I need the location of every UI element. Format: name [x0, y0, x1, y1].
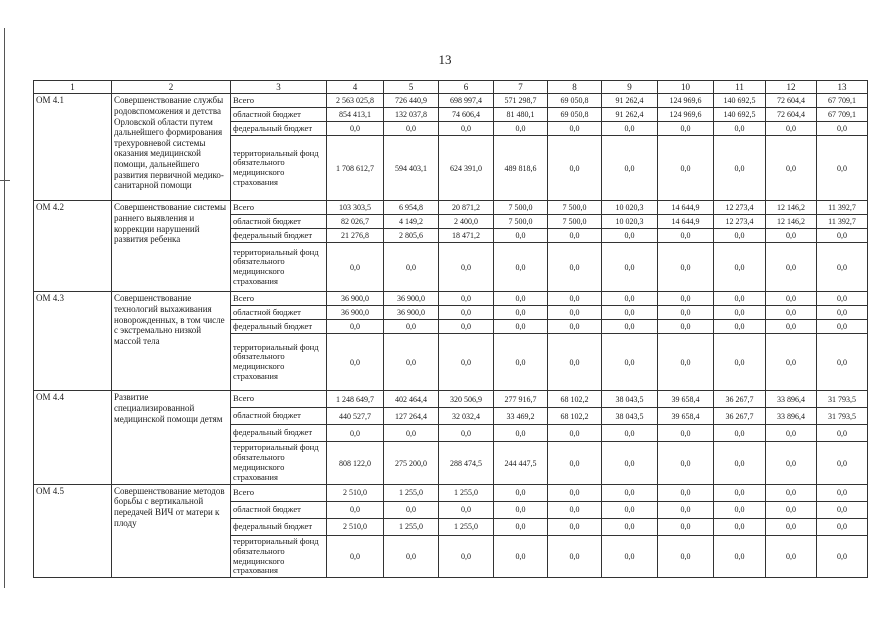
- amount-cell: 0,0: [602, 122, 658, 136]
- funding-source: территориальный фонд обязательного медицинского страхования: [231, 535, 327, 578]
- amount-cell: 0,0: [817, 306, 868, 320]
- amount-cell: 0,0: [327, 535, 384, 578]
- amount-cell: 0,0: [817, 518, 868, 535]
- amount-cell: 4 149,2: [384, 215, 439, 229]
- amount-cell: 0,0: [817, 425, 868, 442]
- amount-cell: 0,0: [602, 136, 658, 201]
- amount-cell: 0,0: [439, 334, 494, 391]
- amount-cell: 0,0: [548, 518, 602, 535]
- amount-cell: 39 658,4: [658, 391, 714, 408]
- amount-cell: 0,0: [548, 122, 602, 136]
- amount-cell: 0,0: [817, 334, 868, 391]
- amount-cell: 0,0: [494, 229, 548, 243]
- header-cell: 9: [602, 81, 658, 94]
- amount-cell: 81 480,1: [494, 108, 548, 122]
- table-header: [34, 81, 868, 94]
- amount-cell: 38 043,5: [602, 408, 658, 425]
- amount-cell: 854 413,1: [327, 108, 384, 122]
- amount-cell: 698 997,4: [439, 94, 494, 108]
- amount-cell: 33 896,4: [766, 391, 817, 408]
- table-body: [34, 94, 868, 578]
- amount-cell: 808 122,0: [327, 442, 384, 485]
- amount-cell: 0,0: [384, 334, 439, 391]
- amount-cell: 0,0: [714, 518, 766, 535]
- funding-source: территориальный фонд обязательного медицинского страхования: [231, 334, 327, 391]
- amount-cell: 0,0: [602, 334, 658, 391]
- amount-cell: 0,0: [548, 442, 602, 485]
- funding-source: Всего: [231, 292, 327, 306]
- measure-description: Совершенствование технологий выхаживания новорожденных, в том числе с экстремально низкой массой тела: [112, 292, 231, 391]
- funding-source: территориальный фонд обязательного медицинского страхования: [231, 442, 327, 485]
- amount-cell: 0,0: [494, 535, 548, 578]
- amount-cell: 0,0: [439, 122, 494, 136]
- amount-cell: 320 506,9: [439, 391, 494, 408]
- header-cell: 10: [658, 81, 714, 94]
- amount-cell: 91 262,4: [602, 94, 658, 108]
- amount-cell: 32 032,4: [439, 408, 494, 425]
- measure-description: Совершенствование службы родовспоможения и детства Орловской области путем дальнейшего формирования трехуровневой системы оказания медицинской помощи, дальнейшего развития первичной медико-санитарной помощи: [112, 94, 231, 201]
- amount-cell: 0,0: [817, 229, 868, 243]
- funding-source: областной бюджет: [231, 108, 327, 122]
- amount-cell: 69 050,8: [548, 94, 602, 108]
- amount-cell: 127 264,4: [384, 408, 439, 425]
- amount-cell: 0,0: [658, 334, 714, 391]
- amount-cell: 14 644,9: [658, 201, 714, 215]
- amount-cell: 402 464,4: [384, 391, 439, 408]
- amount-cell: 277 916,7: [494, 391, 548, 408]
- funding-source: федеральный бюджет: [231, 320, 327, 334]
- amount-cell: 0,0: [714, 425, 766, 442]
- amount-cell: 0,0: [817, 535, 868, 578]
- table-row: [34, 94, 868, 108]
- amount-cell: 1 255,0: [384, 484, 439, 501]
- amount-cell: 68 102,2: [548, 391, 602, 408]
- amount-cell: 91 262,4: [602, 108, 658, 122]
- header-cell: 12: [766, 81, 817, 94]
- amount-cell: 36 900,0: [384, 292, 439, 306]
- amount-cell: 0,0: [494, 425, 548, 442]
- amount-cell: 69 050,8: [548, 108, 602, 122]
- amount-cell: 36 267,7: [714, 391, 766, 408]
- amount-cell: 0,0: [766, 334, 817, 391]
- amount-cell: 0,0: [658, 518, 714, 535]
- amount-cell: 0,0: [714, 442, 766, 485]
- amount-cell: 0,0: [327, 122, 384, 136]
- amount-cell: 0,0: [439, 243, 494, 292]
- measure-code: ОМ 4.5: [34, 484, 112, 578]
- amount-cell: 140 692,5: [714, 94, 766, 108]
- amount-cell: 0,0: [658, 243, 714, 292]
- amount-cell: 489 818,6: [494, 136, 548, 201]
- header-cell: 11: [714, 81, 766, 94]
- amount-cell: 6 954,8: [384, 201, 439, 215]
- amount-cell: 0,0: [327, 425, 384, 442]
- header-cell: 13: [817, 81, 868, 94]
- amount-cell: 0,0: [494, 292, 548, 306]
- header-cell: 6: [439, 81, 494, 94]
- amount-cell: 10 020,3: [602, 201, 658, 215]
- amount-cell: 124 969,6: [658, 108, 714, 122]
- funding-source: Всего: [231, 484, 327, 501]
- amount-cell: 0,0: [766, 535, 817, 578]
- funding-source: областной бюджет: [231, 408, 327, 425]
- amount-cell: 0,0: [658, 136, 714, 201]
- amount-cell: 0,0: [658, 535, 714, 578]
- amount-cell: 0,0: [658, 501, 714, 518]
- amount-cell: 1 248 649,7: [327, 391, 384, 408]
- amount-cell: 288 474,5: [439, 442, 494, 485]
- amount-cell: 0,0: [384, 243, 439, 292]
- amount-cell: 0,0: [658, 229, 714, 243]
- amount-cell: 0,0: [766, 136, 817, 201]
- measure-code: ОМ 4.4: [34, 391, 112, 485]
- amount-cell: 0,0: [602, 535, 658, 578]
- amount-cell: 1 255,0: [384, 518, 439, 535]
- amount-cell: 244 447,5: [494, 442, 548, 485]
- amount-cell: 0,0: [602, 320, 658, 334]
- amount-cell: 0,0: [817, 442, 868, 485]
- amount-cell: 0,0: [714, 136, 766, 201]
- amount-cell: 440 527,7: [327, 408, 384, 425]
- amount-cell: 0,0: [384, 320, 439, 334]
- funding-source: территориальный фонд обязательного медицинского страхования: [231, 136, 327, 201]
- header-cell: 1: [34, 81, 112, 94]
- amount-cell: 0,0: [766, 442, 817, 485]
- amount-cell: 0,0: [494, 306, 548, 320]
- amount-cell: 39 658,4: [658, 408, 714, 425]
- measure-code: ОМ 4.2: [34, 201, 112, 292]
- amount-cell: 33 896,4: [766, 408, 817, 425]
- funding-source: областной бюджет: [231, 306, 327, 320]
- amount-cell: 0,0: [766, 229, 817, 243]
- amount-cell: 0,0: [714, 292, 766, 306]
- amount-cell: 0,0: [548, 243, 602, 292]
- amount-cell: 0,0: [766, 320, 817, 334]
- amount-cell: 0,0: [658, 425, 714, 442]
- amount-cell: 0,0: [714, 484, 766, 501]
- table-row: [34, 201, 868, 215]
- amount-cell: 0,0: [548, 136, 602, 201]
- amount-cell: 72 604,4: [766, 108, 817, 122]
- amount-cell: 82 026,7: [327, 215, 384, 229]
- amount-cell: 2 510,0: [327, 484, 384, 501]
- amount-cell: 0,0: [714, 306, 766, 320]
- amount-cell: 36 900,0: [384, 306, 439, 320]
- amount-cell: 10 020,3: [602, 215, 658, 229]
- amount-cell: 11 392,7: [817, 201, 868, 215]
- amount-cell: 0,0: [817, 292, 868, 306]
- amount-cell: 0,0: [494, 122, 548, 136]
- amount-cell: 7 500,0: [494, 215, 548, 229]
- amount-cell: 0,0: [548, 484, 602, 501]
- header-cell: 8: [548, 81, 602, 94]
- amount-cell: 0,0: [602, 518, 658, 535]
- amount-cell: 38 043,5: [602, 391, 658, 408]
- amount-cell: 0,0: [439, 535, 494, 578]
- amount-cell: 132 037,8: [384, 108, 439, 122]
- funding-source: областной бюджет: [231, 501, 327, 518]
- amount-cell: 0,0: [384, 501, 439, 518]
- amount-cell: 0,0: [439, 501, 494, 518]
- amount-cell: 0,0: [766, 306, 817, 320]
- amount-cell: 0,0: [439, 320, 494, 334]
- amount-cell: 18 471,2: [439, 229, 494, 243]
- header-cell: 5: [384, 81, 439, 94]
- amount-cell: 0,0: [439, 306, 494, 320]
- amount-cell: 726 440,9: [384, 94, 439, 108]
- amount-cell: 0,0: [439, 292, 494, 306]
- amount-cell: 0,0: [602, 501, 658, 518]
- amount-cell: 0,0: [714, 334, 766, 391]
- amount-cell: 0,0: [548, 320, 602, 334]
- amount-cell: 0,0: [714, 320, 766, 334]
- amount-cell: 0,0: [602, 425, 658, 442]
- amount-cell: 0,0: [602, 484, 658, 501]
- funding-source: Всего: [231, 94, 327, 108]
- amount-cell: 0,0: [766, 518, 817, 535]
- amount-cell: 0,0: [494, 334, 548, 391]
- amount-cell: 140 692,5: [714, 108, 766, 122]
- amount-cell: 1 255,0: [439, 484, 494, 501]
- amount-cell: 67 709,1: [817, 94, 868, 108]
- measure-description: Совершенствование системы раннего выявления и коррекции нарушений развития ребенка: [112, 201, 231, 292]
- amount-cell: 571 298,7: [494, 94, 548, 108]
- amount-cell: 7 500,0: [494, 201, 548, 215]
- funding-source: федеральный бюджет: [231, 518, 327, 535]
- header-cell: 3: [231, 81, 327, 94]
- amount-cell: 0,0: [714, 122, 766, 136]
- budget-table: [33, 80, 868, 578]
- amount-cell: 0,0: [327, 243, 384, 292]
- amount-cell: 0,0: [766, 292, 817, 306]
- amount-cell: 0,0: [817, 122, 868, 136]
- amount-cell: 33 469,2: [494, 408, 548, 425]
- amount-cell: 36 900,0: [327, 292, 384, 306]
- amount-cell: 12 273,4: [714, 201, 766, 215]
- amount-cell: 0,0: [548, 425, 602, 442]
- funding-source: Всего: [231, 201, 327, 215]
- amount-cell: 36 267,7: [714, 408, 766, 425]
- amount-cell: 31 793,5: [817, 391, 868, 408]
- funding-source: федеральный бюджет: [231, 229, 327, 243]
- funding-source: областной бюджет: [231, 215, 327, 229]
- amount-cell: 67 709,1: [817, 108, 868, 122]
- amount-cell: 12 273,4: [714, 215, 766, 229]
- amount-cell: 0,0: [439, 425, 494, 442]
- amount-cell: 0,0: [714, 535, 766, 578]
- amount-cell: 0,0: [602, 292, 658, 306]
- amount-cell: 0,0: [766, 122, 817, 136]
- amount-cell: 0,0: [384, 535, 439, 578]
- amount-cell: 1 708 612,7: [327, 136, 384, 201]
- amount-cell: 11 392,7: [817, 215, 868, 229]
- amount-cell: 21 276,8: [327, 229, 384, 243]
- header-cell: 7: [494, 81, 548, 94]
- margin-tick: [0, 180, 10, 181]
- amount-cell: 0,0: [766, 501, 817, 518]
- amount-cell: 0,0: [327, 334, 384, 391]
- amount-cell: 31 793,5: [817, 408, 868, 425]
- amount-cell: 0,0: [327, 320, 384, 334]
- amount-cell: 594 403,1: [384, 136, 439, 201]
- amount-cell: 0,0: [817, 136, 868, 201]
- amount-cell: 0,0: [548, 535, 602, 578]
- amount-cell: 0,0: [658, 122, 714, 136]
- amount-cell: 0,0: [817, 501, 868, 518]
- measure-description: Развитие специализированной медицинской помощи детям: [112, 391, 231, 485]
- amount-cell: 624 391,0: [439, 136, 494, 201]
- amount-cell: 7 500,0: [548, 215, 602, 229]
- amount-cell: 0,0: [548, 501, 602, 518]
- amount-cell: 0,0: [602, 229, 658, 243]
- amount-cell: 0,0: [384, 425, 439, 442]
- amount-cell: 0,0: [658, 306, 714, 320]
- amount-cell: 74 606,4: [439, 108, 494, 122]
- amount-cell: 0,0: [766, 484, 817, 501]
- amount-cell: 2 400,0: [439, 215, 494, 229]
- amount-cell: 0,0: [817, 243, 868, 292]
- amount-cell: 0,0: [384, 122, 439, 136]
- amount-cell: 0,0: [327, 501, 384, 518]
- funding-source: федеральный бюджет: [231, 425, 327, 442]
- amount-cell: 0,0: [714, 243, 766, 292]
- amount-cell: 0,0: [602, 243, 658, 292]
- amount-cell: 0,0: [494, 518, 548, 535]
- amount-cell: 12 146,2: [766, 201, 817, 215]
- amount-cell: 0,0: [548, 334, 602, 391]
- amount-cell: 68 102,2: [548, 408, 602, 425]
- amount-cell: 7 500,0: [548, 201, 602, 215]
- amount-cell: 2 805,6: [384, 229, 439, 243]
- amount-cell: 0,0: [714, 229, 766, 243]
- amount-cell: 0,0: [548, 306, 602, 320]
- amount-cell: 0,0: [602, 442, 658, 485]
- amount-cell: 0,0: [602, 306, 658, 320]
- amount-cell: 12 146,2: [766, 215, 817, 229]
- funding-source: федеральный бюджет: [231, 122, 327, 136]
- amount-cell: 0,0: [494, 501, 548, 518]
- amount-cell: 0,0: [658, 320, 714, 334]
- amount-cell: 0,0: [766, 243, 817, 292]
- funding-source: территориальный фонд обязательного медицинского страхования: [231, 243, 327, 292]
- amount-cell: 0,0: [494, 484, 548, 501]
- amount-cell: 1 255,0: [439, 518, 494, 535]
- amount-cell: 124 969,6: [658, 94, 714, 108]
- measure-code: ОМ 4.3: [34, 292, 112, 391]
- amount-cell: 0,0: [548, 229, 602, 243]
- amount-cell: 2 510,0: [327, 518, 384, 535]
- amount-cell: 2 563 025,8: [327, 94, 384, 108]
- amount-cell: 0,0: [658, 442, 714, 485]
- amount-cell: 0,0: [658, 292, 714, 306]
- table-row: [34, 391, 868, 408]
- measure-description: Совершенствование методов борьбы с вертикальной передачей ВИЧ от матери к плоду: [112, 484, 231, 578]
- measure-code: ОМ 4.1: [34, 94, 112, 201]
- amount-cell: 275 200,0: [384, 442, 439, 485]
- margin-rule: [4, 28, 5, 588]
- amount-cell: 14 644,9: [658, 215, 714, 229]
- page-number: 13: [438, 52, 452, 67]
- amount-cell: 36 900,0: [327, 306, 384, 320]
- amount-cell: 0,0: [548, 292, 602, 306]
- header-cell: 4: [327, 81, 384, 94]
- amount-cell: 20 871,2: [439, 201, 494, 215]
- table-row: [34, 292, 868, 306]
- header-cell: 2: [112, 81, 231, 94]
- amount-cell: 103 303,5: [327, 201, 384, 215]
- amount-cell: 0,0: [817, 484, 868, 501]
- amount-cell: 0,0: [658, 484, 714, 501]
- table-row: [34, 484, 868, 501]
- amount-cell: 0,0: [494, 243, 548, 292]
- funding-source: Всего: [231, 391, 327, 408]
- amount-cell: 72 604,4: [766, 94, 817, 108]
- amount-cell: 0,0: [714, 501, 766, 518]
- amount-cell: 0,0: [494, 320, 548, 334]
- amount-cell: 0,0: [766, 425, 817, 442]
- amount-cell: 0,0: [817, 320, 868, 334]
